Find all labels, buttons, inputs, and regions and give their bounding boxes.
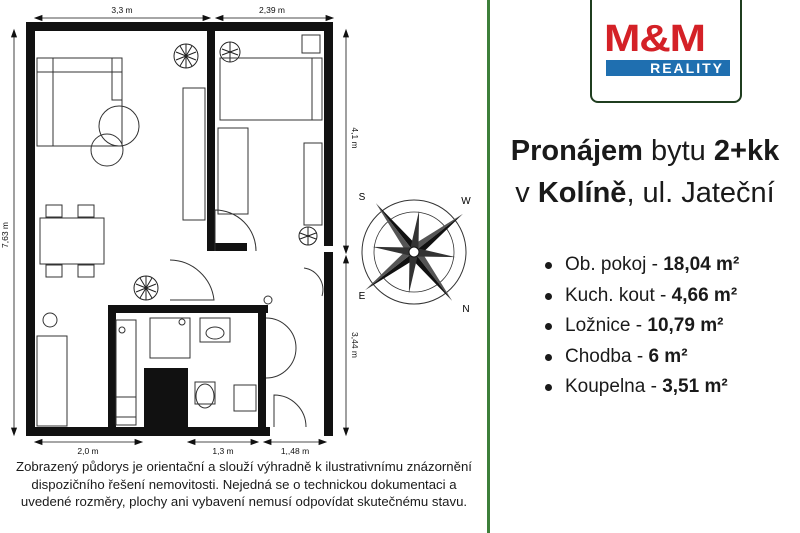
list-item — [545, 342, 739, 373]
door-swings — [170, 210, 323, 427]
title-word-2: bytu — [651, 135, 706, 167]
separator: - — [645, 376, 663, 397]
dim-right-upper: 4,1 m — [350, 127, 360, 149]
disclaimer-text: Zobrazený půdorys je orientační a slouží výhradně k ilustrativnímu znázornění dispozičního řešení nemovitosti. Nejedná se o technickou dokumentaci a uvedené rozměry, plochy ani vybavení nemusí odpovídat skutečnému stavu. — [16, 459, 472, 509]
dim-top-right: 2,39 m — [259, 5, 285, 15]
dim-bottom-right: 1,,48 m — [280, 446, 310, 456]
title-word-4: v — [515, 177, 530, 209]
brand-logo — [590, 0, 742, 103]
room-area: 6 m² — [648, 345, 688, 367]
room-area: 4,66 m² — [671, 284, 738, 306]
logo-wordmark: M&M — [604, 18, 705, 60]
bedroom-furniture — [218, 35, 322, 225]
list-item — [545, 281, 739, 312]
dim-right-lower: 3,44 m — [350, 332, 360, 358]
walls — [26, 22, 333, 436]
compass-n-label: N — [462, 304, 470, 315]
room-name: Ob. pokoj — [565, 254, 647, 275]
separator: - — [646, 254, 664, 275]
title-word-3: 2+kk — [713, 135, 780, 167]
room-name: Kuch. kout — [565, 284, 655, 306]
separator: - — [630, 315, 648, 336]
list-item — [545, 372, 739, 403]
plant-icons — [134, 42, 317, 300]
room-area: 18,04 m² — [663, 254, 740, 275]
separator: - — [631, 345, 649, 367]
compass-s-label: S — [358, 192, 366, 203]
list-item — [545, 311, 739, 342]
title-street: , ul. Jateční — [626, 177, 775, 209]
compass-rose-icon — [327, 165, 487, 339]
listing-title — [490, 130, 800, 214]
dim-bottom-mid: 1,3 m — [212, 446, 234, 456]
compass-e-label: E — [358, 291, 366, 302]
room-area: 10,79 m² — [647, 315, 724, 336]
room-area-list — [545, 250, 739, 403]
dim-top-left: 3,3 m — [111, 5, 133, 15]
title-city: Kolíně — [537, 177, 627, 209]
room-name: Ložnice — [565, 315, 631, 336]
dim-left-height: 7,63 m — [0, 222, 10, 248]
compass-w-label: W — [461, 196, 471, 207]
separator: - — [654, 284, 672, 306]
title-word-1: Pronájem — [510, 135, 643, 167]
list-item — [545, 250, 739, 281]
logo-subtitle: REALITY — [606, 60, 730, 76]
room-name: Chodba — [565, 345, 632, 367]
room-name: Koupelna — [565, 376, 646, 397]
dim-bottom-left: 2,0 m — [77, 446, 99, 456]
room-area: 3,51 m² — [662, 376, 728, 397]
